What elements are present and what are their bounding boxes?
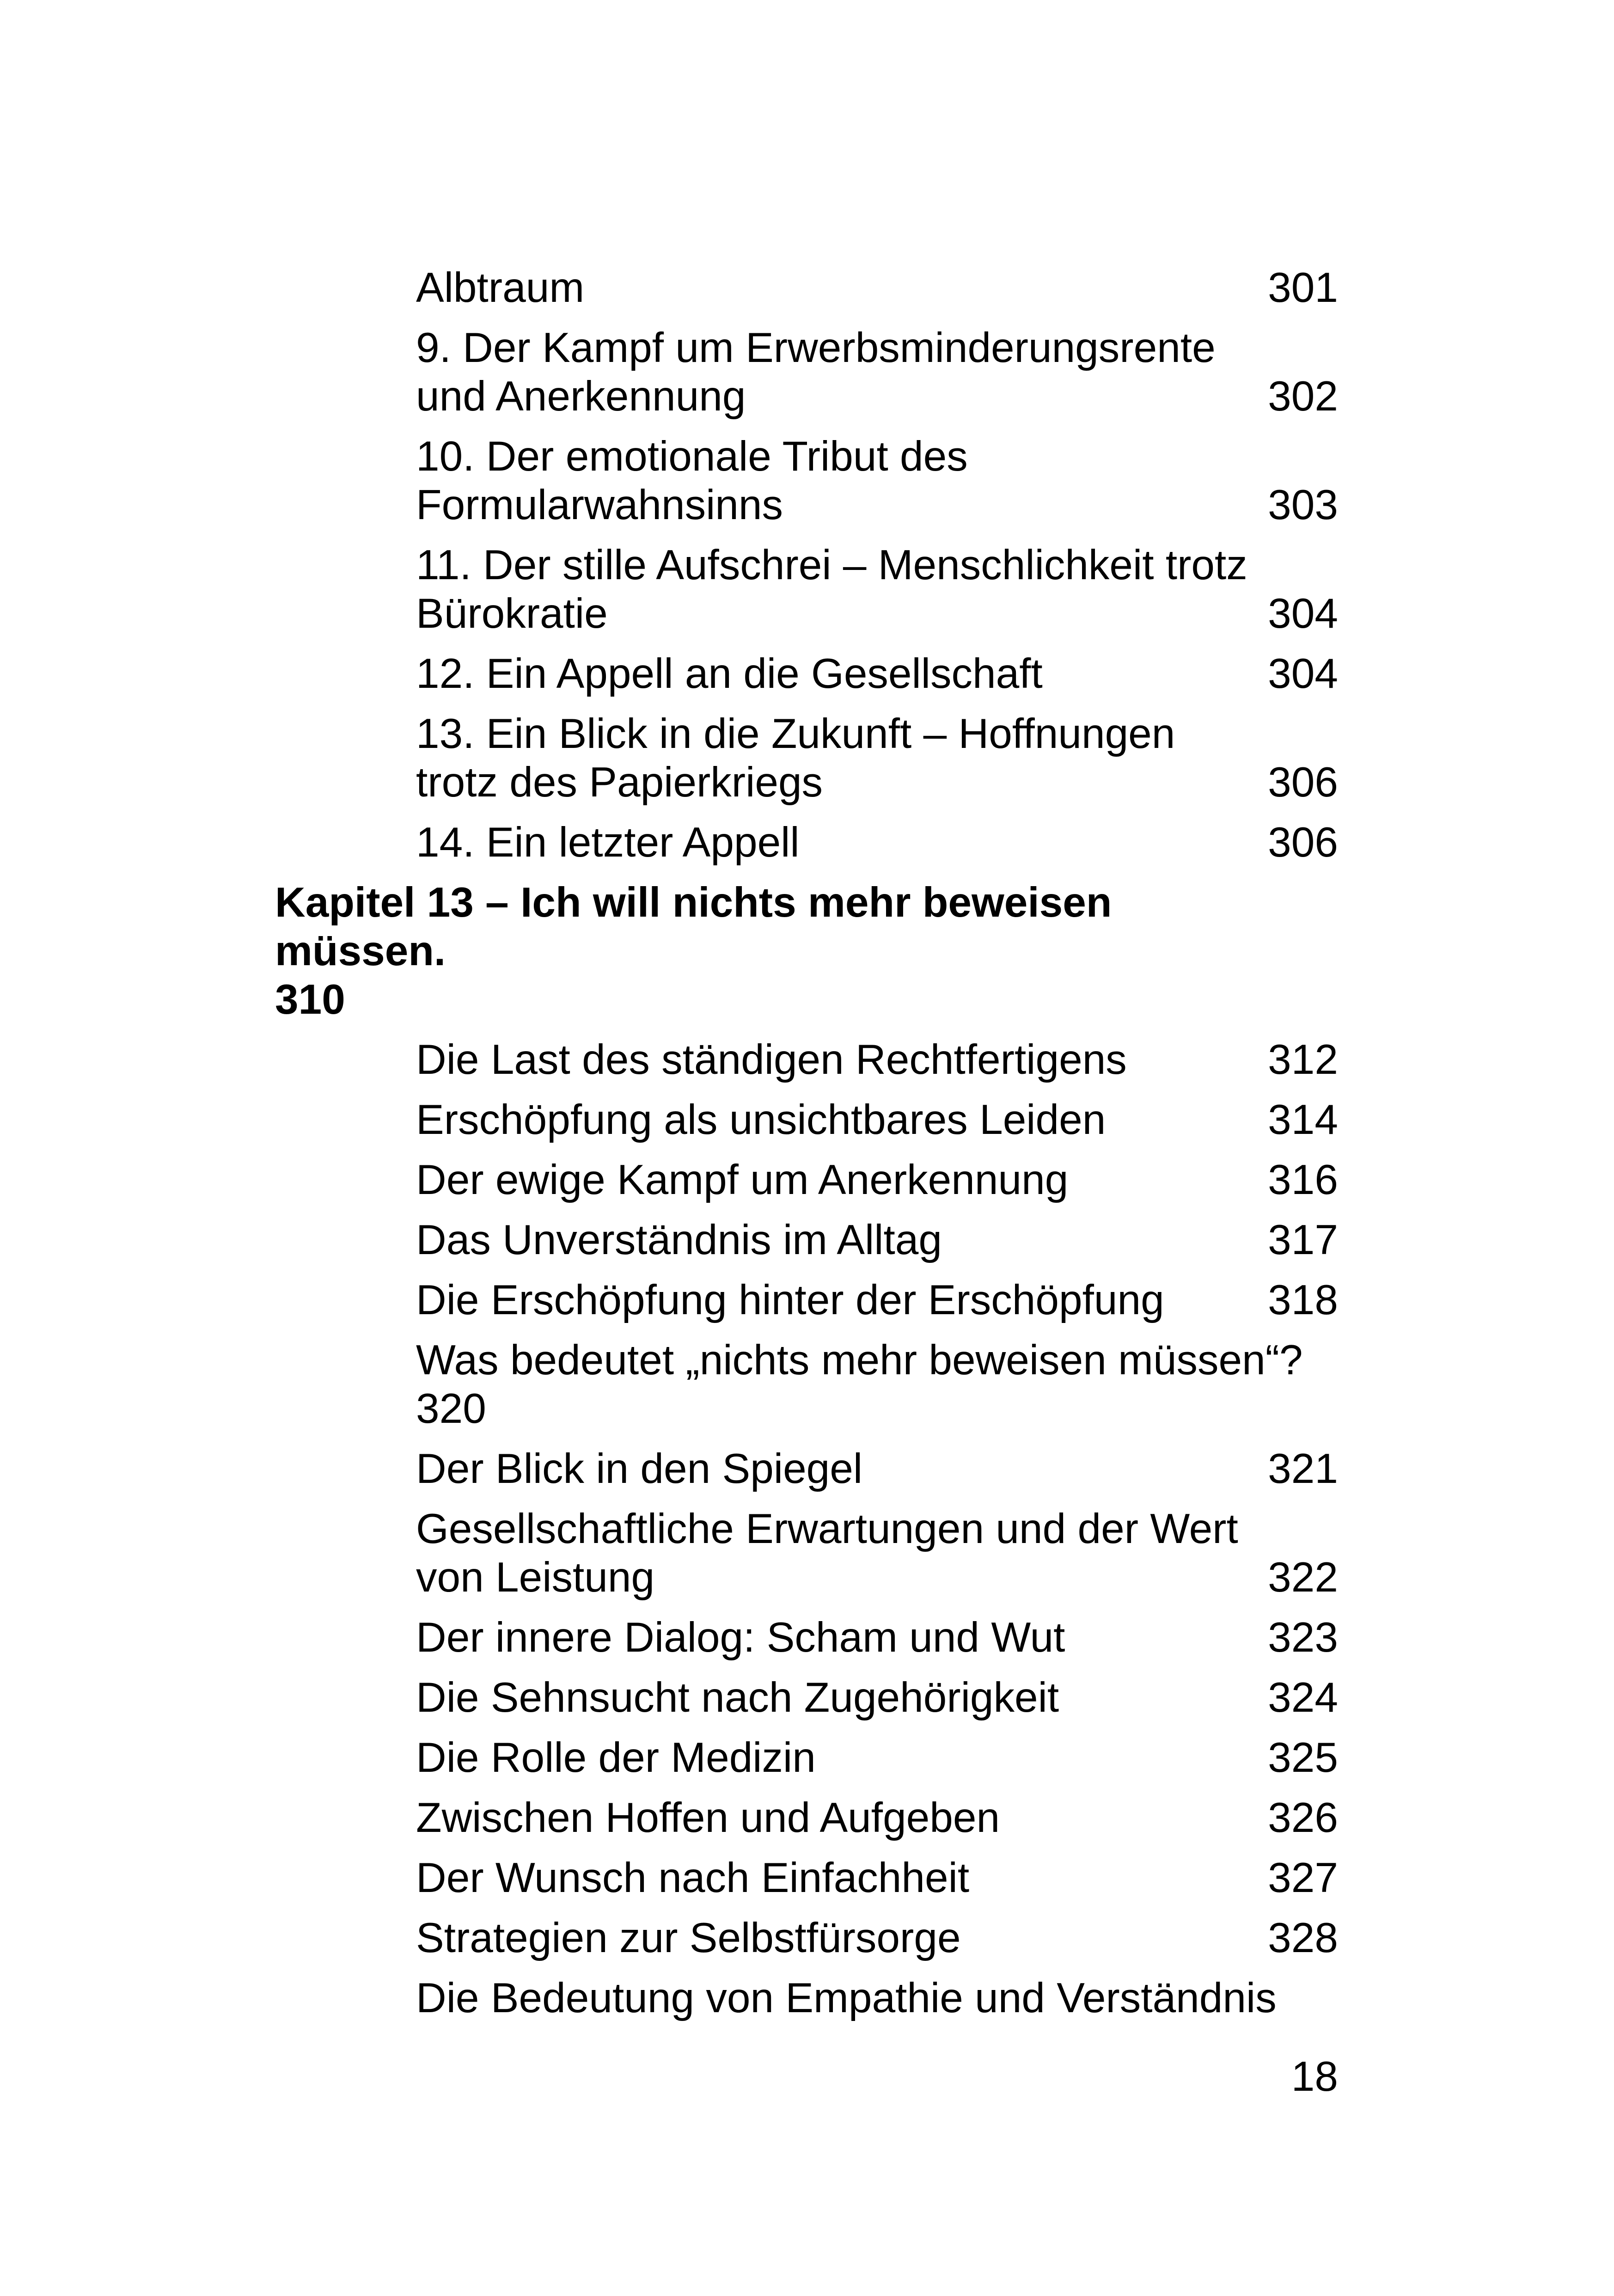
toc-entry [416, 710, 1338, 807]
toc-entry [416, 1445, 1338, 1493]
toc-entry-page: 304 [1268, 650, 1338, 697]
toc-entry-title: 13. Ein Blick in die Zukunft – Hoffnungen trotz des Papierkriegs [416, 710, 1175, 806]
toc-entry-page: 304 [1268, 590, 1338, 637]
toc-entry-title: Der Blick in den Spiegel [416, 1445, 863, 1492]
toc-entry-title: Der Wunsch nach Einfachheit [416, 1855, 970, 1901]
toc-entry-title: Die Last des ständigen Rechtfertigens [416, 1036, 1127, 1083]
toc-entry-title: Zwischen Hoffen und Aufgeben [416, 1794, 1000, 1841]
toc-entry-page: 324 [1268, 1674, 1338, 1721]
toc-entry-page: 302 [1268, 373, 1338, 420]
toc-entry-page: 314 [1268, 1096, 1338, 1143]
toc-entry-title: Gesellschaftliche Erwartungen und der Wert von Leistung [416, 1506, 1238, 1601]
toc-entry [416, 649, 1338, 698]
toc-entry-title: Die Bedeutung von Empathie und Verständnis [416, 1975, 1277, 2021]
toc-entry-title: Strategien zur Selbstfürsorge [416, 1915, 961, 1961]
toc-entry-title: Die Sehnsucht nach Zugehörigkeit [416, 1674, 1059, 1721]
toc-entry-page: 320 [416, 1385, 486, 1432]
toc-entry-title: Die Erschöpfung hinter der Erschöpfung [416, 1277, 1164, 1323]
toc-chapter-entry [275, 878, 1338, 1024]
table-of-contents [275, 263, 1338, 2034]
toc-entry [416, 324, 1338, 421]
toc-chapter-page: 310 [275, 976, 345, 1023]
toc-entry-page: 325 [1268, 1734, 1338, 1781]
toc-entry [416, 263, 1338, 312]
toc-entry-page: 306 [1268, 759, 1338, 806]
toc-entry-title: 12. Ein Appell an die Gesellschaft [416, 650, 1043, 697]
toc-entry-title: 9. Der Kampf um Erwerbsminderungsrente und Anerkennung [416, 325, 1216, 420]
toc-entry-title: Der innere Dialog: Scham und Wut [416, 1614, 1065, 1661]
toc-entry-page: 328 [1268, 1915, 1338, 1961]
toc-entry [416, 1096, 1338, 1144]
toc-entry [416, 1733, 1338, 1782]
toc-entry-page: 322 [1268, 1554, 1338, 1601]
toc-entry-page: 303 [1268, 482, 1338, 528]
toc-entry [416, 1673, 1338, 1722]
toc-entry [416, 1336, 1338, 1433]
toc-entry-page: 326 [1268, 1794, 1338, 1841]
toc-entry-title: Was bedeutet „nichts mehr beweisen müssen“? [416, 1337, 1303, 1384]
toc-entry-page: 316 [1268, 1157, 1338, 1203]
toc-entry-title: Albtraum [416, 264, 585, 311]
toc-entry [416, 1216, 1338, 1264]
toc-entry [416, 1854, 1338, 1902]
toc-chapter-title: Kapitel 13 – Ich will nichts mehr beweisen müssen. [275, 879, 1112, 974]
toc-entry-title: 10. Der emotionale Tribut des Formularwahnsinns [416, 433, 968, 528]
toc-entry-page: 312 [1268, 1036, 1338, 1083]
toc-entry [416, 1794, 1338, 1842]
toc-entry-title: Das Unverständnis im Alltag [416, 1217, 942, 1263]
toc-entry [416, 1505, 1338, 1602]
toc-entry [416, 1035, 1338, 1084]
toc-entry-page: 321 [1268, 1445, 1338, 1492]
toc-entry-page: 301 [1268, 264, 1338, 311]
page-number: 18 [1291, 2053, 1338, 2100]
toc-entry-title: Der ewige Kampf um Anerkennung [416, 1157, 1069, 1203]
toc-entry [416, 818, 1338, 867]
toc-entry-page: 317 [1268, 1217, 1338, 1263]
toc-entry [416, 1276, 1338, 1324]
toc-entry-page: 327 [1268, 1855, 1338, 1901]
toc-entry-page: 323 [1268, 1614, 1338, 1661]
toc-entry [416, 1974, 1338, 2022]
toc-entry [416, 1156, 1338, 1204]
toc-entry-title: 11. Der stille Aufschrei – Menschlichkeit trotz Bürokratie [416, 542, 1247, 637]
toc-entry [416, 432, 1338, 529]
toc-entry [416, 541, 1338, 638]
toc-entry-page: 306 [1268, 819, 1338, 866]
toc-entry-title: 14. Ein letzter Appell [416, 819, 800, 866]
toc-entry-title: Erschöpfung als unsichtbares Leiden [416, 1096, 1106, 1143]
toc-entry-page: 318 [1268, 1277, 1338, 1323]
toc-entry [416, 1914, 1338, 1962]
toc-entry [416, 1613, 1338, 1662]
toc-entry-title: Die Rolle der Medizin [416, 1734, 816, 1781]
